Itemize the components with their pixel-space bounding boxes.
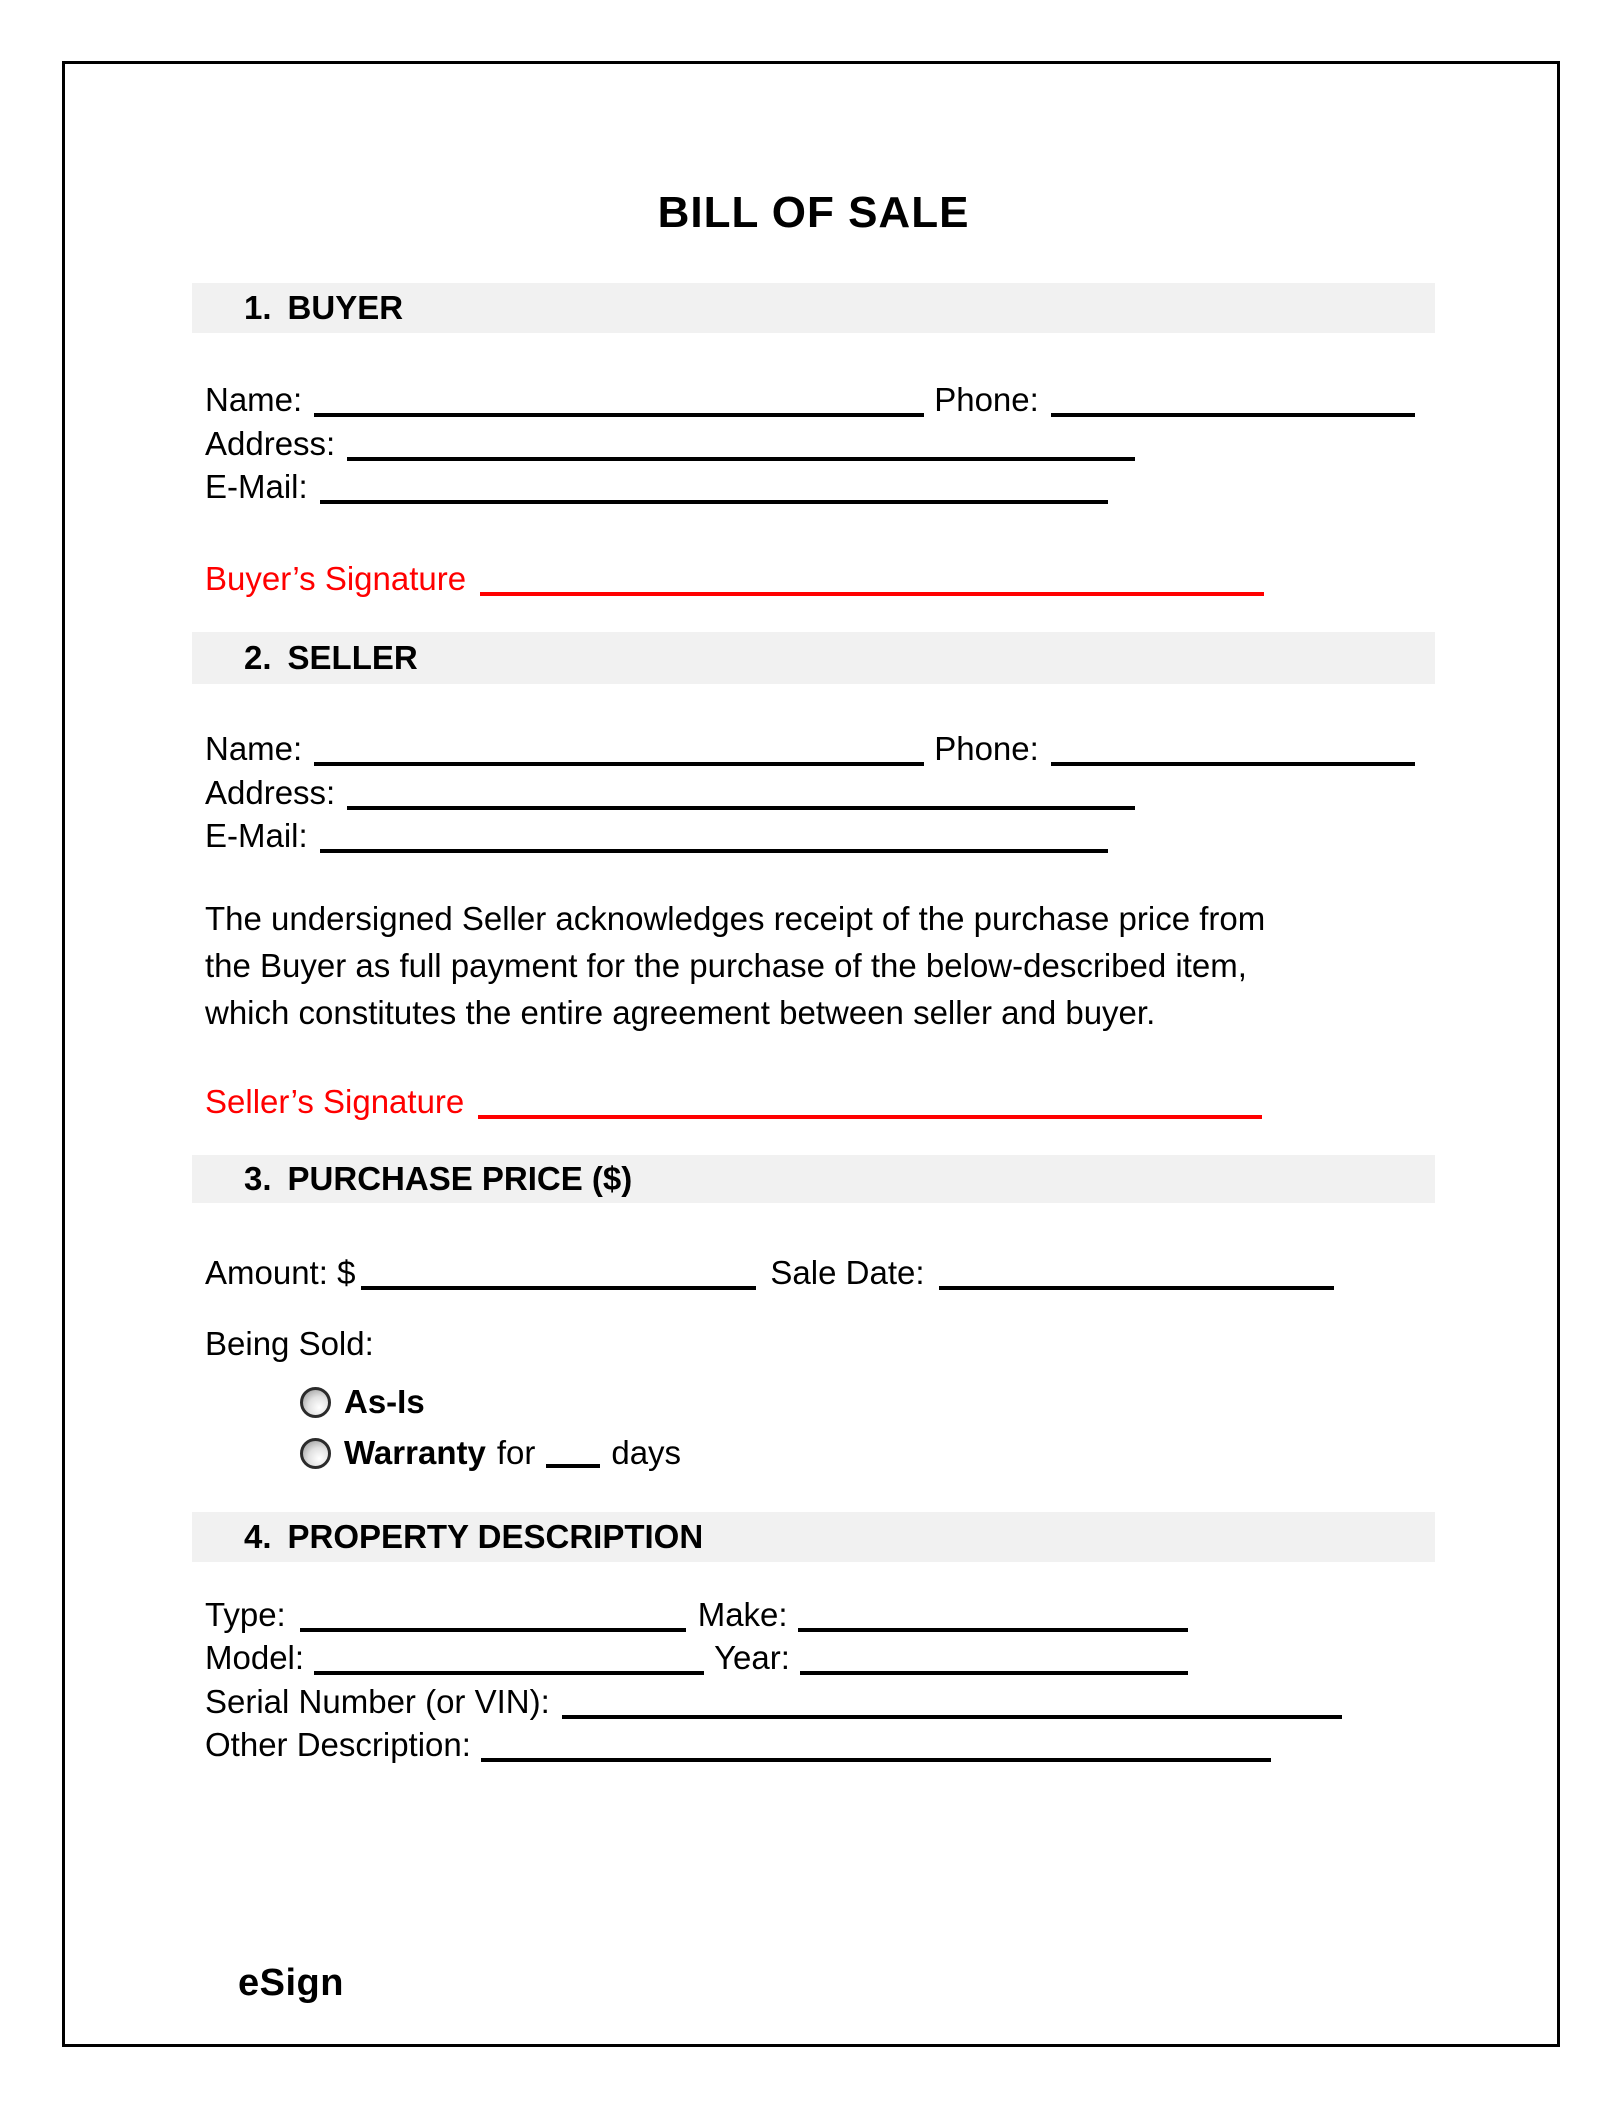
- section-number: 1.: [244, 289, 272, 326]
- warranty-for-label: for: [496, 1434, 536, 1471]
- esign-logo: eSign: [238, 1962, 344, 2004]
- buyer-phone-label: Phone:: [934, 381, 1039, 418]
- other-description-row: [205, 1723, 1271, 1767]
- section-heading: PURCHASE PRICE ($): [287, 1160, 633, 1197]
- seller-email-label: E-Mail:: [205, 817, 308, 854]
- buyer-email-row: [205, 465, 1108, 509]
- seller-acknowledgement-paragraph: [205, 895, 1265, 1036]
- as-is-radio-button[interactable]: [300, 1387, 331, 1418]
- buyer-address-label: Address:: [205, 425, 336, 462]
- seller-signature-line[interactable]: [478, 1115, 1262, 1119]
- type-make-row: [205, 1593, 1188, 1637]
- sale-date-label: Sale Date:: [770, 1254, 925, 1291]
- amount-line[interactable]: [361, 1286, 756, 1290]
- buyer-name-label: Name:: [205, 381, 303, 418]
- type-line[interactable]: [300, 1628, 686, 1632]
- type-label: Type:: [205, 1596, 286, 1633]
- year-label: Year:: [714, 1639, 790, 1676]
- warranty-option-row: [300, 1435, 681, 1471]
- model-year-row: [205, 1636, 1188, 1680]
- buyer-signature-line[interactable]: [480, 592, 1264, 596]
- warranty-days-line[interactable]: [546, 1464, 600, 1468]
- section-number: 3.: [244, 1160, 272, 1197]
- warranty-radio-button[interactable]: [300, 1438, 331, 1469]
- warranty-label: Warranty: [344, 1434, 486, 1471]
- seller-phone-label: Phone:: [934, 730, 1039, 767]
- acknowledgement-line: The undersigned Seller acknowledges receipt of the purchase price from: [205, 900, 1266, 937]
- buyer-signature-row: [205, 555, 1264, 601]
- acknowledgement-line: which constitutes the entire agreement between seller and buyer.: [205, 994, 1156, 1031]
- amount-saledate-row: [205, 1251, 1334, 1295]
- model-line[interactable]: [314, 1671, 704, 1675]
- other-description-label: Other Description:: [205, 1726, 471, 1763]
- section-header-seller: [192, 632, 1435, 684]
- amount-label: Amount: $: [205, 1254, 356, 1291]
- buyer-name-line[interactable]: [314, 413, 924, 417]
- buyer-signature-label: Buyer’s Signature: [205, 560, 467, 597]
- section-heading: SELLER: [287, 639, 418, 676]
- sale-date-line[interactable]: [939, 1286, 1334, 1290]
- model-label: Model:: [205, 1639, 305, 1676]
- buyer-phone-line[interactable]: [1051, 413, 1415, 417]
- seller-email-line[interactable]: [320, 849, 1108, 853]
- buyer-email-line[interactable]: [320, 500, 1108, 504]
- seller-address-row: [205, 771, 1135, 815]
- year-line[interactable]: [800, 1671, 1188, 1675]
- buyer-address-line[interactable]: [347, 457, 1135, 461]
- as-is-label: As-Is: [344, 1383, 425, 1420]
- seller-email-row: [205, 814, 1108, 858]
- buyer-address-row: [205, 422, 1135, 466]
- serial-vin-line[interactable]: [562, 1715, 1342, 1719]
- seller-address-line[interactable]: [347, 806, 1135, 810]
- acknowledgement-line: the Buyer as full payment for the purchase of the below-described item,: [205, 947, 1247, 984]
- seller-name-label: Name:: [205, 730, 303, 767]
- section-header-buyer: [192, 283, 1435, 333]
- section-header-price: [192, 1155, 1435, 1203]
- seller-address-label: Address:: [205, 774, 336, 811]
- buyer-email-label: E-Mail:: [205, 468, 308, 505]
- buyer-name-phone-row: [205, 378, 1415, 422]
- serial-vin-label: Serial Number (or VIN):: [205, 1683, 550, 1720]
- section-heading: PROPERTY DESCRIPTION: [287, 1518, 704, 1555]
- section-number: 4.: [244, 1518, 272, 1555]
- being-sold-label: Being Sold:: [205, 1325, 374, 1362]
- seller-name-line[interactable]: [314, 762, 924, 766]
- other-description-line[interactable]: [481, 1758, 1271, 1762]
- serial-vin-row: [205, 1680, 1342, 1724]
- document-title: BILL OF SALE: [657, 188, 970, 237]
- seller-signature-label: Seller’s Signature: [205, 1083, 465, 1120]
- seller-phone-line[interactable]: [1051, 762, 1415, 766]
- as-is-option-row: [300, 1384, 425, 1420]
- section-header-property: [192, 1512, 1435, 1562]
- section-heading: BUYER: [287, 289, 404, 326]
- seller-signature-row: [205, 1078, 1262, 1124]
- make-line[interactable]: [798, 1628, 1188, 1632]
- make-label: Make:: [697, 1596, 788, 1633]
- warranty-days-label: days: [611, 1434, 682, 1471]
- seller-name-phone-row: [205, 727, 1415, 771]
- being-sold-row: [205, 1322, 374, 1366]
- section-number: 2.: [244, 639, 272, 676]
